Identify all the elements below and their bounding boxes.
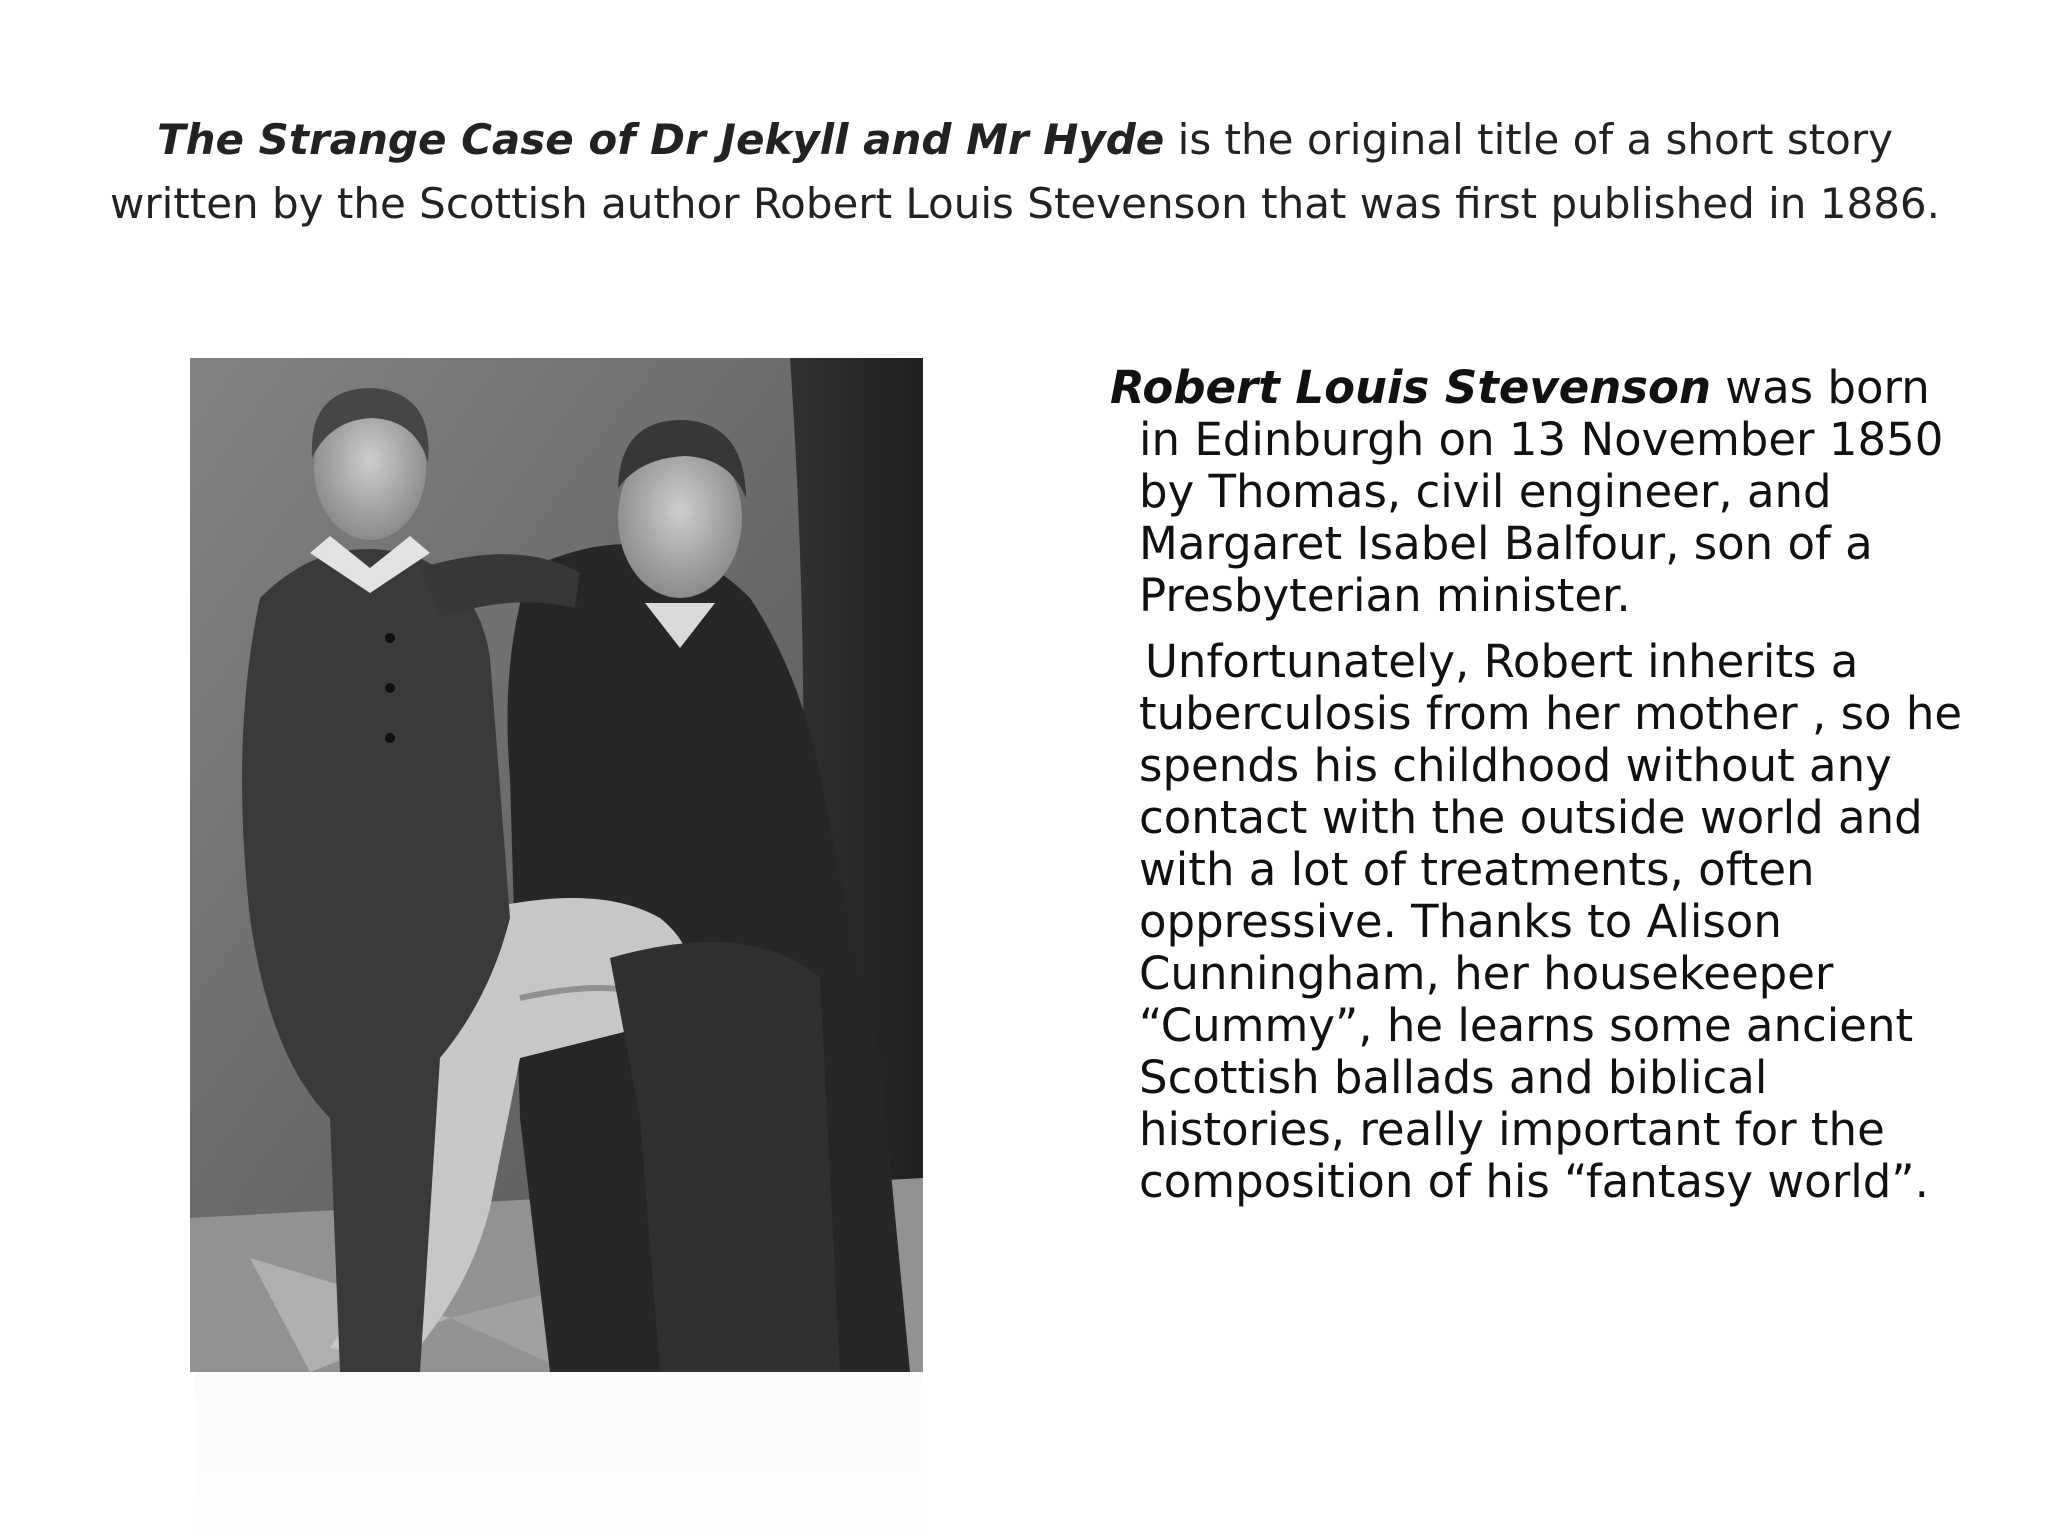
portrait-photo [190, 358, 923, 1372]
biography-text [1110, 362, 1970, 1208]
bio-paragraph-childhood: Unfortunately, Robert inherits a tuberculosis from her mother , so he spends his childhood without any contact with the outside world and with a lot of treatments, often oppressive. Thanks to Alison Cunningham, her housekeeper “Cummy”, he learns some ancient Scottish ballads and biblical histories, really important for the composition of his “fantasy world”. [1139, 635, 1963, 1208]
photo-reflection [195, 1372, 921, 1536]
author-name: Robert Louis Stevenson [1110, 361, 1711, 414]
bio-paragraph-birth [1110, 362, 1970, 622]
title-description: is the original title of a short story written by the Scottish author Robert Louis Stevenson that was first published in 1886. [109, 115, 1940, 228]
slide-title [90, 108, 1960, 236]
book-title: The Strange Case of Dr Jekyll and Mr Hyde [156, 115, 1165, 164]
portrait-photo-icon [190, 358, 923, 1372]
birth-details: was born in Edinburgh on 13 November 1850 by Thomas, civil engineer, and Margaret Isabel Balfour, son of a Presbyterian minister. [1139, 361, 1944, 622]
